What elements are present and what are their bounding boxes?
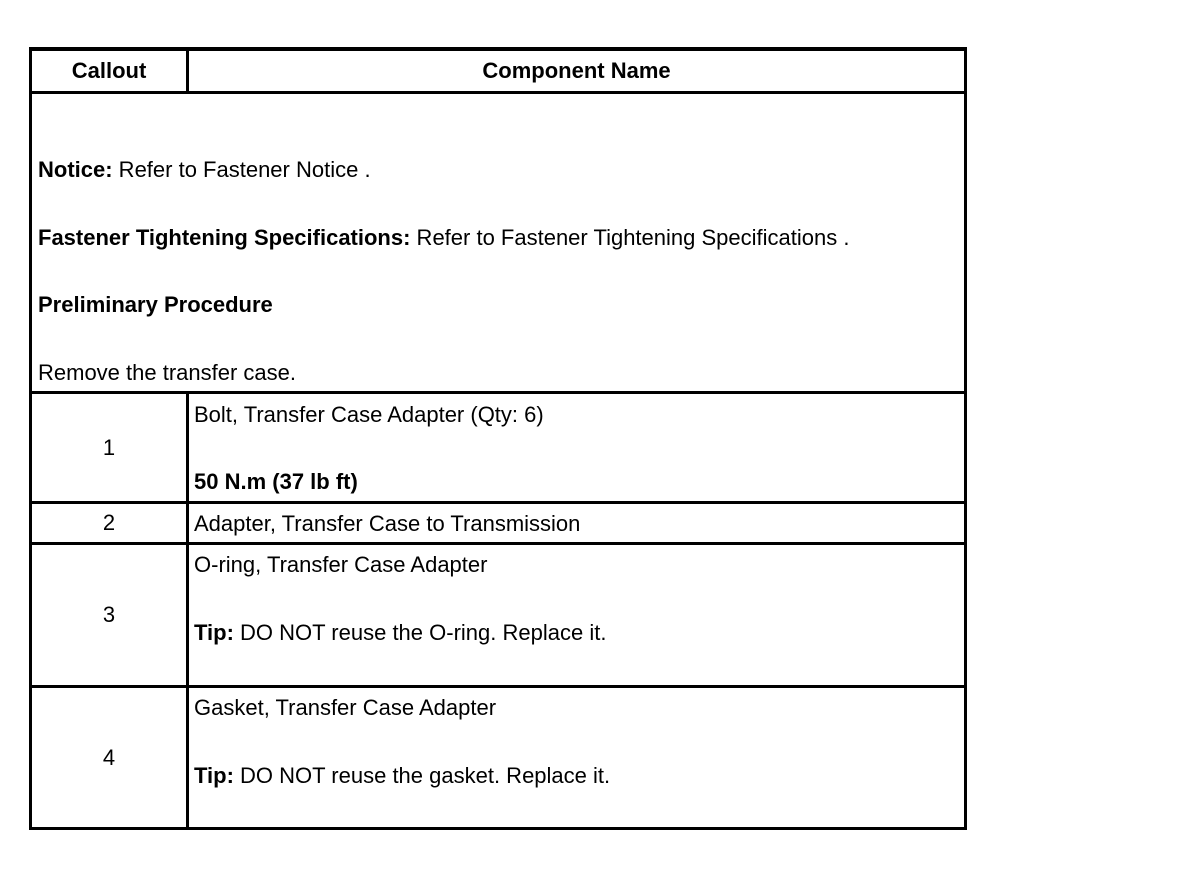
spec-label: Fastener Tightening Specifications: (38, 225, 411, 250)
tip-text: DO NOT reuse the O-ring. Replace it. (233, 620, 607, 645)
notice-line (38, 157, 371, 183)
callout-cell: 1 (32, 394, 189, 501)
notice-text: Refer to Fastener Notice . (112, 157, 371, 182)
table-header-row (29, 47, 967, 94)
callout-cell: 4 (32, 688, 189, 827)
callout-cell: 3 (32, 545, 189, 685)
callout-cell: 2 (32, 504, 189, 542)
tip-line (194, 763, 964, 789)
component-name: Gasket, Transfer Case Adapter (194, 695, 497, 720)
preliminary-title: Preliminary Procedure (38, 292, 273, 317)
tip-line (194, 620, 964, 646)
callout-header: Callout (32, 51, 189, 91)
spec-line (38, 225, 849, 251)
component-name: O-ring, Transfer Case Adapter (194, 552, 488, 577)
component-name: Adapter, Transfer Case to Transmission (194, 511, 581, 536)
table-row (29, 688, 967, 830)
component-name-header: Component Name (482, 58, 671, 83)
torque-spec: 50 N.m (37 lb ft) (194, 469, 358, 494)
table-row (29, 394, 967, 504)
component-table (29, 47, 967, 830)
component-name: Bolt, Transfer Case Adapter (Qty: 6) (194, 402, 544, 427)
table-row (29, 504, 967, 545)
table-row (29, 545, 967, 688)
spec-text: Refer to Fastener Tightening Specifications . (410, 225, 850, 250)
tip-label: Tip: (194, 763, 234, 788)
notice-label: Notice: (38, 157, 113, 182)
tip-text: DO NOT reuse the gasket. Replace it. (233, 763, 611, 788)
intro-section (29, 94, 967, 394)
tip-label: Tip: (194, 620, 234, 645)
preliminary-step: Remove the transfer case. (38, 360, 297, 385)
